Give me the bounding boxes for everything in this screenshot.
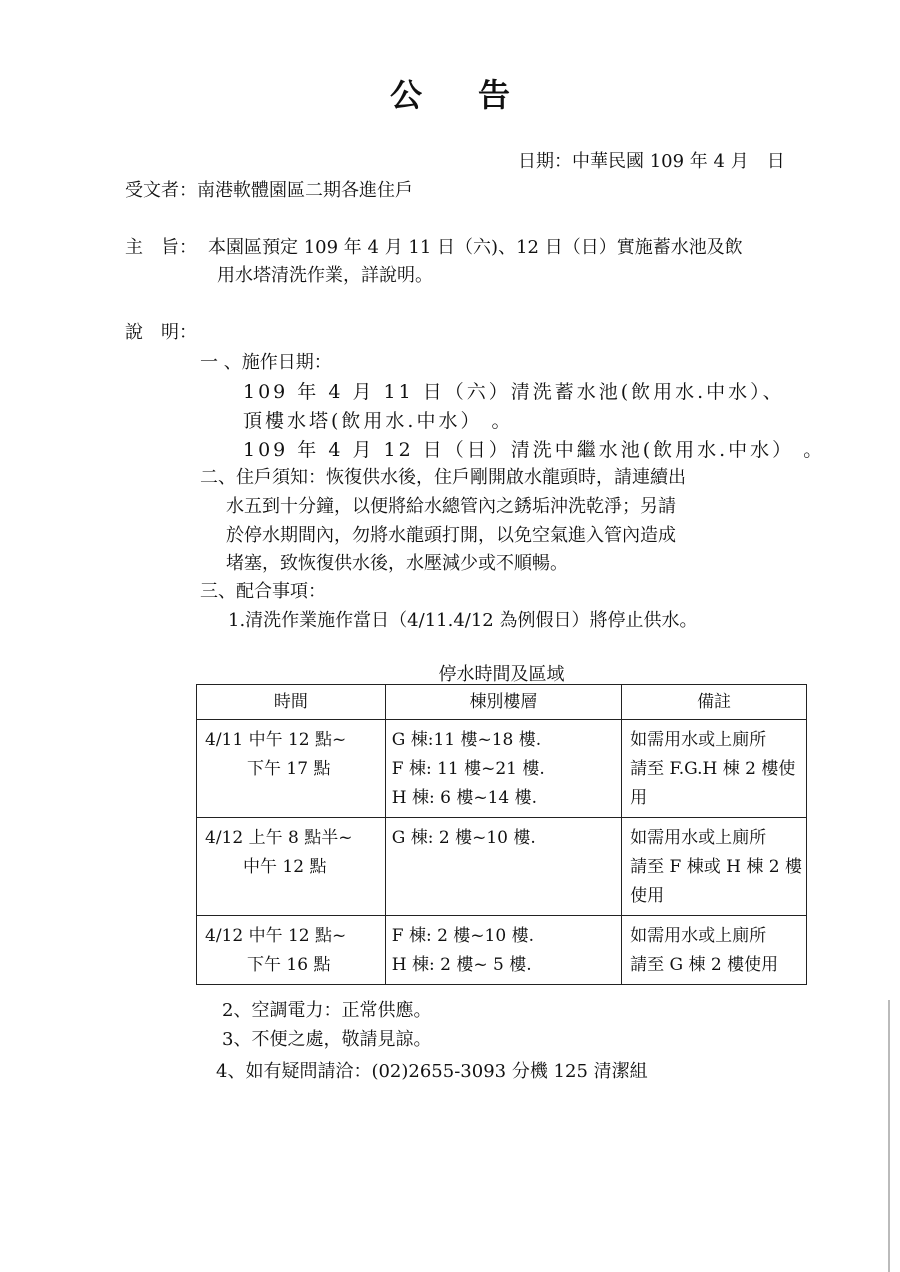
cell-time <box>197 720 386 818</box>
cell-buildings <box>385 818 621 916</box>
building-floor: H 棟: 2 樓~ 5 樓. <box>391 955 532 975</box>
item1-heading: 一 、施作日期： <box>200 352 332 373</box>
footer-item-4: 4、如有疑問請洽：(02)2655-3093 分機 125 清潔組 <box>216 1061 648 1082</box>
time-start: 4/11 中午 12 點~ <box>205 730 347 750</box>
scan-edge-line <box>888 1000 890 1272</box>
cell-time <box>197 916 386 985</box>
cell-note <box>622 916 807 985</box>
outage-schedule-table <box>196 684 807 985</box>
item1-line-1: 109 年 4 月 11 日（六）清洗蓄水池(飲用水.中水）、 <box>243 381 785 403</box>
building-floor: G 棟:11 樓~18 樓. <box>391 730 542 750</box>
building-floor: F 棟: 11 樓~21 樓. <box>391 759 545 779</box>
recipient-line: 受文者：南港軟體園區二期各進住戶 <box>125 180 413 201</box>
item2-heading: 二、住戶須知：恢復供水後，住戶剛開啟水龍頭時，請連續出 <box>200 467 686 488</box>
item3-heading: 三、配合事項： <box>200 581 326 602</box>
time-end: 下午 17 點 <box>247 759 331 779</box>
building-floor: F 棟: 2 樓~10 樓. <box>391 926 534 946</box>
item2-line-2: 於停水期間內，勿將水龍頭打開，以免空氣進入管內造成 <box>226 525 676 546</box>
time-start: 4/12 上午 8 點半~ <box>205 828 353 848</box>
cell-time <box>197 818 386 916</box>
header-time: 時間 <box>197 685 386 720</box>
subject-line-1: 本園區預定 109 年 4 月 11 日（六)、12 日（日）實施蓄水池及飲 <box>208 237 743 258</box>
note-line: 請至 F 棟或 H 棟 2 樓 <box>630 857 802 877</box>
table-row <box>197 818 807 916</box>
table-row <box>197 720 807 818</box>
cell-note <box>622 720 807 818</box>
table-row <box>197 916 807 985</box>
table-header-row <box>197 685 807 720</box>
footer-item-3: 3、不便之處，敬請見諒。 <box>222 1029 432 1050</box>
header-buildings: 棟別樓層 <box>385 685 621 720</box>
note-line: 請至 G 棟 2 樓使用 <box>630 955 779 975</box>
cell-buildings <box>385 720 621 818</box>
note-line: 用 <box>630 788 648 808</box>
time-start: 4/12 中午 12 點~ <box>205 926 347 946</box>
time-end: 下午 16 點 <box>247 955 331 975</box>
time-end: 中午 12 點 <box>243 857 327 877</box>
note-line: 如需用水或上廁所 <box>630 730 767 750</box>
table-caption: 停水時間及區域 <box>438 664 565 685</box>
cell-buildings <box>385 916 621 985</box>
subject-line-2: 用水塔清洗作業，詳說明。 <box>217 265 433 286</box>
item2-line-3: 堵塞，致恢復供水後，水壓減少或不順暢。 <box>226 553 568 574</box>
item1-line-2: 頂樓水塔(飲用水.中水） 。 <box>243 410 514 432</box>
note-line: 使用 <box>630 886 665 906</box>
note-line: 如需用水或上廁所 <box>630 926 767 946</box>
item2-line-1: 水五到十分鐘，以便將給水總管內之銹垢沖洗乾淨；另請 <box>226 496 676 517</box>
cell-note <box>622 818 807 916</box>
subject-label: 主 旨： <box>125 237 197 258</box>
note-line: 如需用水或上廁所 <box>630 828 767 848</box>
building-floor: H 棟: 6 樓~14 樓. <box>391 788 538 808</box>
building-floor: G 棟: 2 樓~10 樓. <box>391 828 536 848</box>
date-line: 日期：中華民國 109 年 4 月 日 <box>518 151 785 172</box>
footer-item-2: 2、空調電力：正常供應。 <box>222 1000 432 1021</box>
explanation-label: 說 明： <box>125 322 197 343</box>
page-title: 公告 <box>389 76 566 114</box>
item1-line-3: 109 年 4 月 12 日（日）清洗中繼水池(飲用水.中水） 。 <box>243 439 826 461</box>
note-line: 請至 F.G.H 棟 2 樓使 <box>630 759 796 779</box>
item3-sub-1: 1.清洗作業施作當日（4/11.4/12 為例假日）將停止供水。 <box>228 610 698 631</box>
header-notes: 備註 <box>622 685 807 720</box>
